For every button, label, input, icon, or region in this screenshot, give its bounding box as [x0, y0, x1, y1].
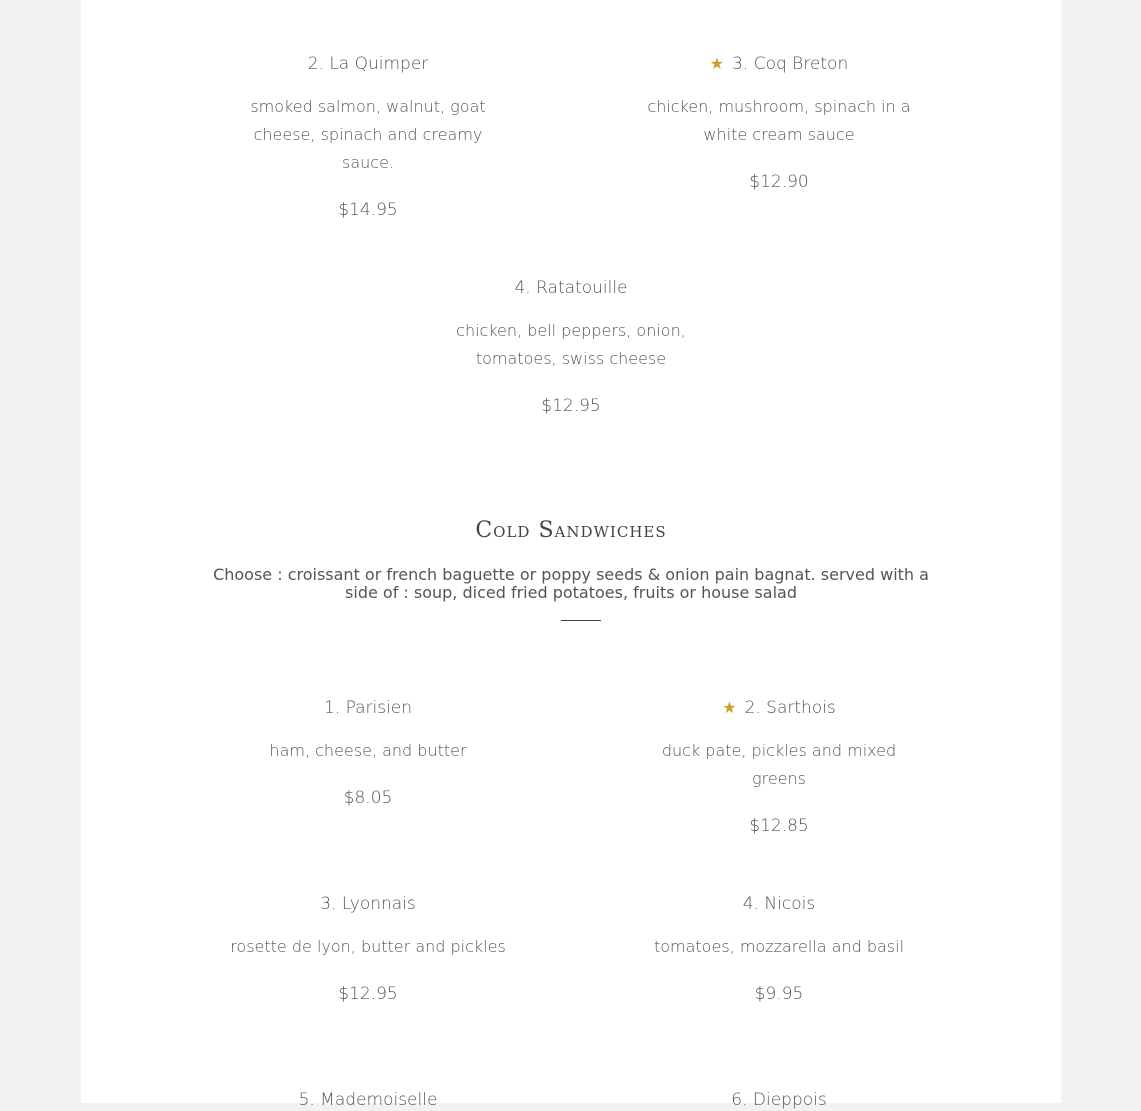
item-name: 6. Dieppois [731, 1090, 827, 1110]
menu-item-sarthois [634, 697, 924, 837]
menu-item-dieppois [634, 1089, 924, 1111]
item-price: $9.95 [754, 984, 804, 1004]
item-name: 4. Nicois [742, 894, 816, 914]
menu-page [81, 0, 1061, 1110]
menu-item-parisien [228, 697, 508, 809]
item-description: chicken, bell peppers, onion, tomatoes, swiss cheese [456, 321, 686, 368]
section-subtitle: Choose : croissant or french baguette or poppy seeds & onion pain bagnat. served with a side of : soup, diced fried potatoes, fruits or house salad [213, 565, 929, 602]
item-description: tomatoes, mozzarella and basil [653, 937, 905, 956]
item-description: smoked salmon, walnut, goat cheese, spinach and creamy sauce. [250, 97, 486, 172]
menu-item-nicois [634, 893, 924, 1005]
item-price: $8.05 [343, 788, 393, 808]
item-name: 5. Mademoiselle [298, 1090, 438, 1110]
menu-item-mademoiselle [228, 1089, 508, 1111]
item-price: $12.95 [541, 396, 601, 416]
menu-item-coq-breton [634, 53, 924, 193]
section-title: Cold Sandwiches [475, 518, 667, 543]
item-name: 3. Lyonnais [320, 894, 416, 914]
item-name-row [634, 53, 924, 75]
item-name: 4. Ratatouille [514, 278, 628, 298]
menu-item-la-quimper [228, 53, 508, 221]
item-description: ham, cheese, and butter [269, 741, 467, 760]
item-name: 2. La Quimper [307, 54, 429, 74]
item-price: $12.95 [338, 984, 398, 1004]
item-name-row [634, 697, 924, 719]
item-description: rosette de lyon, butter and pickles [230, 937, 506, 956]
star-icon: ★ [709, 54, 725, 73]
item-price: $14.95 [338, 200, 398, 220]
item-name: 1. Parisien [323, 698, 413, 718]
section-divider [561, 620, 601, 621]
item-price: $12.90 [749, 172, 809, 192]
menu-item-ratatouille [431, 277, 711, 417]
item-price: $12.85 [749, 816, 809, 836]
item-name: 2. Sarthois [744, 698, 836, 718]
star-icon: ★ [722, 698, 737, 717]
item-description: duck pate, pickles and mixed greens [661, 741, 897, 788]
item-description: chicken, mushroom, spinach in a white cream sauce [647, 97, 911, 144]
item-name: 3. Coq Breton [732, 54, 849, 74]
menu-item-lyonnais [228, 893, 508, 1005]
